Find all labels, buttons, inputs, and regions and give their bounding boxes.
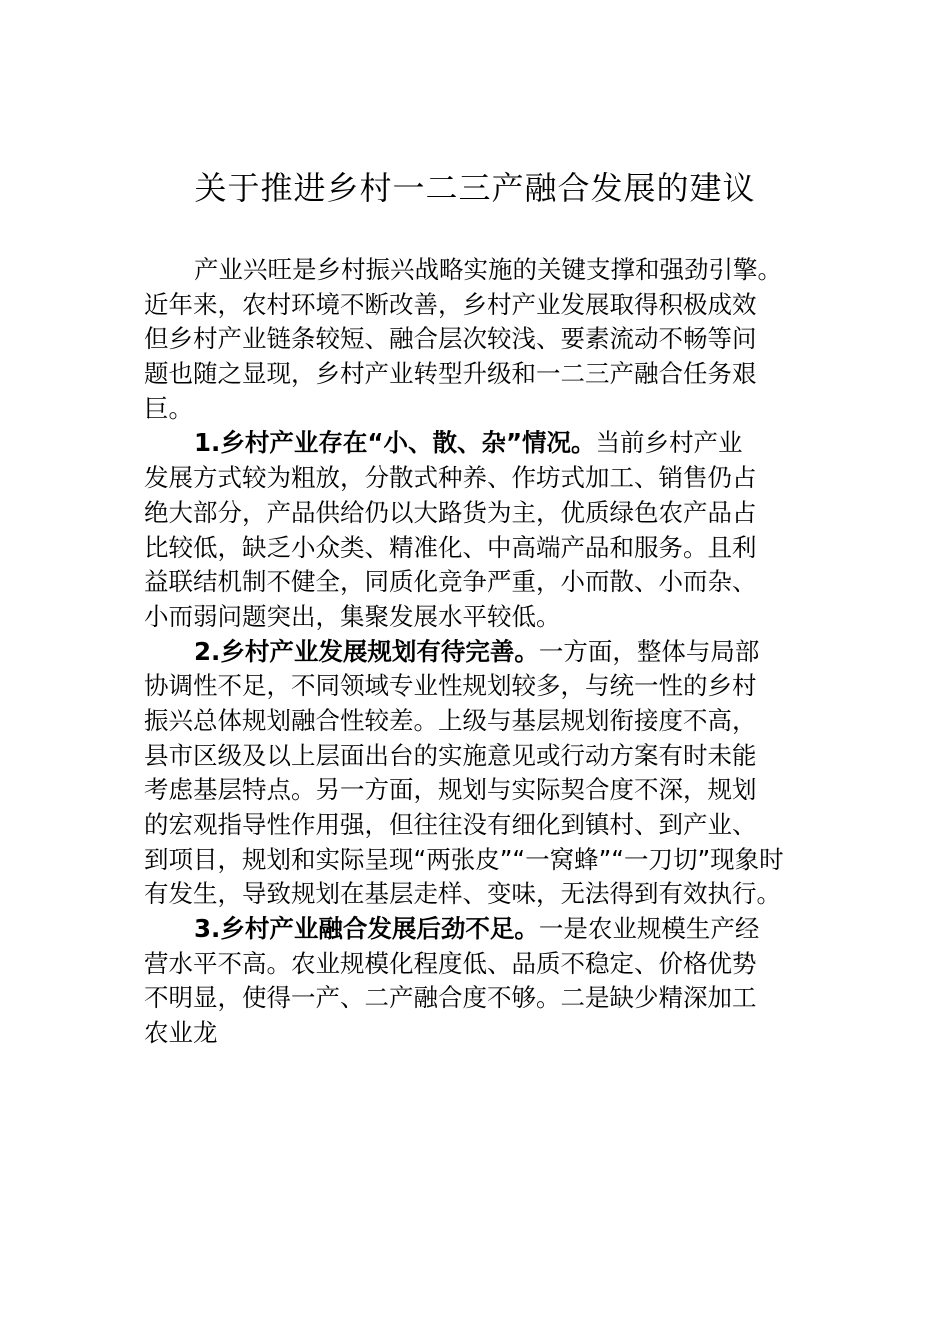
line-text: 一方面，整体与局部 <box>538 636 760 666</box>
section-heading: 3.乡村产业融合发展后劲不足。 <box>194 914 539 944</box>
text-line <box>144 322 816 357</box>
line-text: 当前乡村产业 <box>595 428 743 458</box>
line-text: 产业兴旺是乡村振兴战略实施的关键支撑和强劲引擎。 <box>194 255 782 284</box>
text-line <box>144 843 816 878</box>
line-text: 题也随之显现，乡村产业转型升级和一二三产融合任务艰 <box>144 359 757 389</box>
text-line <box>144 600 816 635</box>
text-line <box>144 496 816 531</box>
line-text: 小而弱问题突出，集聚发展水平较低。 <box>144 601 561 631</box>
section-heading: 2.乡村产业发展规划有待完善。 <box>194 636 539 666</box>
text-line <box>144 704 816 739</box>
line-text: 振兴总体规划融合性较差。上级与基层规划衔接度不高， <box>144 705 757 735</box>
text-line <box>144 461 816 496</box>
line-text: 一是农业规模生产经 <box>538 914 760 944</box>
text-line <box>144 357 816 392</box>
line-text: 协调性不足，不同领域专业性规划较多，与统一性的乡村 <box>144 671 757 701</box>
text-line <box>144 426 816 461</box>
line-text: 近年来，农村环境不断改善，乡村产业发展取得积极成效 <box>144 289 757 319</box>
text-line <box>144 669 816 704</box>
text-line <box>144 531 816 566</box>
text-line <box>144 947 816 982</box>
line-text: 考虑基层特点。另一方面，规划与实际契合度不深，规划 <box>144 775 757 805</box>
line-text: 发展方式较为粗放，分散式种养、作坊式加工、销售仍占 <box>144 463 757 493</box>
document-title: 关于推进乡村一二三产融合发展的建议 <box>194 169 756 207</box>
line-text: 农业龙 <box>144 1018 218 1048</box>
text-line <box>144 288 816 323</box>
line-text: 的宏观指导性作用强，但往往没有细化到镇村、到产业、 <box>144 810 757 839</box>
section-heading: 1.乡村产业存在“小、散、杂”情况。 <box>194 428 596 458</box>
text-line <box>144 635 816 670</box>
text-line <box>144 808 816 843</box>
text-line <box>144 981 816 1016</box>
line-text: 不明显，使得一产、二产融合度不够。二是缺少精深加工 <box>144 983 757 1013</box>
line-text: 到项目，规划和实际呈现“两张皮”“一窝蜂”“一刀切”现象时 <box>144 844 784 874</box>
line-text: 比较低，缺乏小众类、精准化、中高端产品和服务。且利 <box>144 532 757 562</box>
document-body <box>144 253 816 1051</box>
text-line <box>144 392 816 427</box>
text-line <box>144 912 816 947</box>
text-line <box>144 1016 816 1051</box>
line-text: 益联结机制不健全，同质化竞争严重，小而散、小而杂、 <box>144 567 757 597</box>
text-line <box>144 877 816 912</box>
line-text: 绝大部分，产品供给仍以大路货为主，优质绿色农产品占 <box>144 497 757 527</box>
text-line <box>144 773 816 808</box>
line-text: 巨。 <box>144 393 193 423</box>
line-text: 但乡村产业链条较短、融合层次较浅、要素流动不畅等问 <box>144 324 757 354</box>
text-line <box>144 739 816 774</box>
text-line <box>144 253 816 288</box>
line-text: 县市区级及以上层面出台的实施意见或行动方案有时未能 <box>144 740 757 770</box>
text-line <box>144 565 816 600</box>
line-text: 有发生，导致规划在基层走样、变味，无法得到有效执行。 <box>144 879 781 909</box>
line-text: 营水平不高。农业规模化程度低、品质不稳定、价格优势 <box>144 948 757 978</box>
